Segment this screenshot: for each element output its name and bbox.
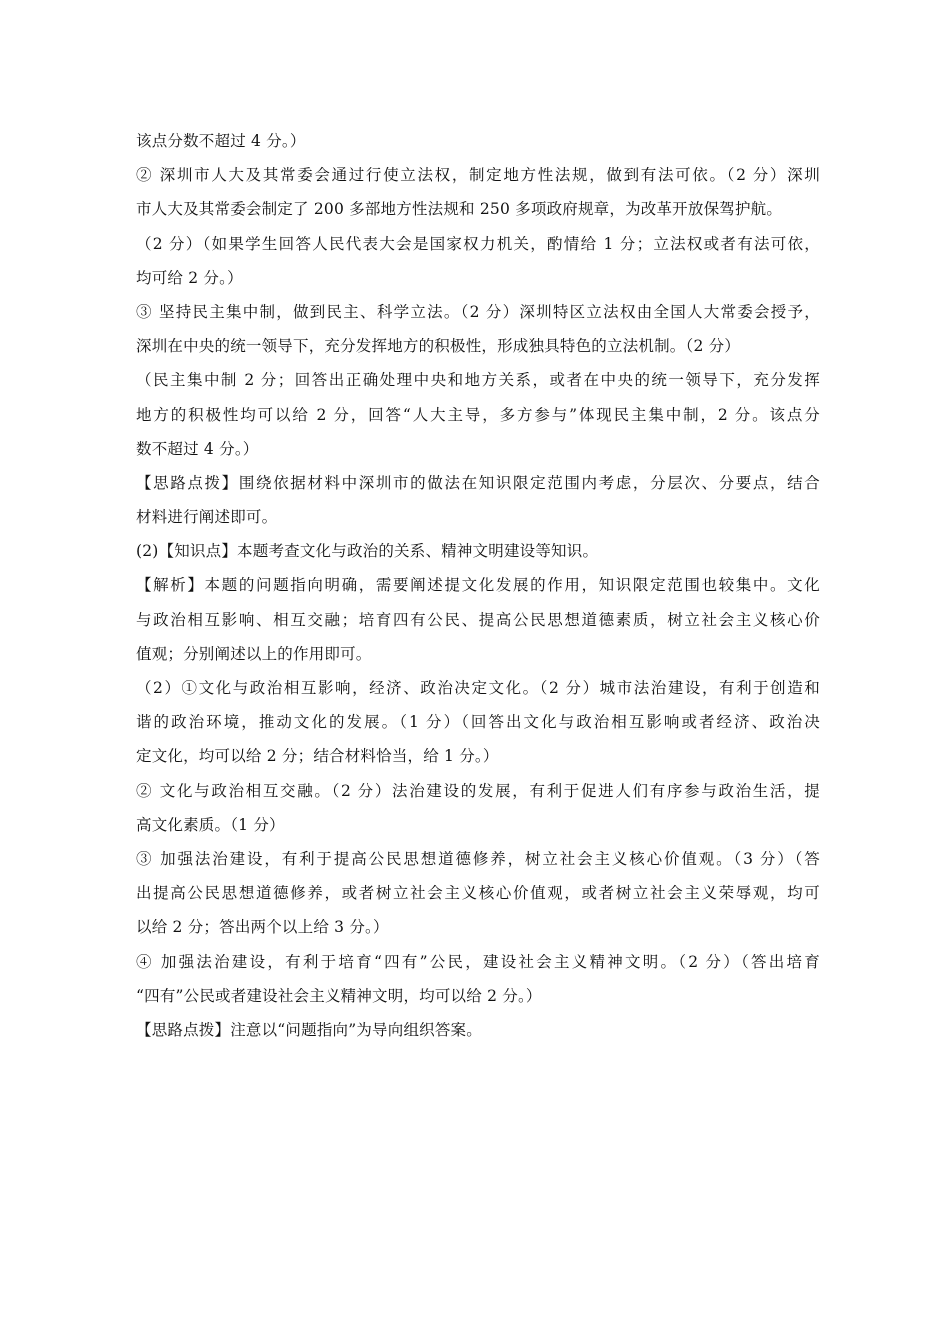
text-line: 出提高公民思想道德修养，或者树立社会主义核心价值观，或者树立社会主义荣辱观，均可 bbox=[136, 884, 820, 903]
text-line: ③ 坚持民主集中制，做到民主、科学立法。（2 分）深圳特区立法权由全国人大常委会授予， bbox=[136, 302, 820, 321]
text-line: （民主集中制 2 分；回答出正确处理中央和地方关系，或者在中央的统一领导下，充分发挥 bbox=[136, 371, 820, 390]
text-line: 市人大及其常委会制定了 200 多部地方性法规和 250 多项政府规章，为改革开放保驾护航。 bbox=[136, 200, 783, 219]
text-line: (2)【知识点】本题考查文化与政治的关系、精神文明建设等知识。 bbox=[136, 542, 599, 561]
text-line: 以给 2 分；答出两个以上给 3 分。） bbox=[136, 918, 389, 937]
text-line: ② 文化与政治相互交融。（2 分）法治建设的发展，有利于促进人们有序参与政治生活，提 bbox=[136, 781, 820, 800]
text-line: 数不超过 4 分。） bbox=[136, 439, 259, 458]
text-line: ④ 加强法治建设，有利于培育“四有”公民，建设社会主义精神文明。（2 分）（答出培育 bbox=[136, 952, 820, 971]
text-line: 材料进行阐述即可。 bbox=[136, 508, 278, 527]
text-line: ② 深圳市人大及其常委会通过行使立法权，制定地方性法规，做到有法可依。（2 分）深圳 bbox=[136, 166, 820, 185]
text-line: 谐的政治环境，推动文化的发展。（1 分）（回答出文化与政治相互影响或者经济、政治决 bbox=[136, 713, 820, 732]
text-line: 【思路点拨】围绕依据材料中深圳市的做法在知识限定范围内考虑，分层次、分要点，结合 bbox=[136, 473, 820, 492]
text-line: 【思路点拨】注意以“问题指向”为导向组织答案。 bbox=[136, 1020, 482, 1039]
text-line: （2）①文化与政治相互影响，经济、政治决定文化。（2 分）城市法治建设，有利于创造和 bbox=[136, 679, 820, 697]
text-line: 均可给 2 分。） bbox=[136, 268, 243, 287]
text-line: （2 分）（如果学生回答人民代表大会是国家权力机关，酌情给 1 分；立法权或者有法可依， bbox=[136, 234, 820, 253]
text-line: “四有”公民或者建设社会主义精神文明，均可以给 2 分。） bbox=[136, 986, 542, 1005]
text-line: 深圳在中央的统一领导下，充分发挥地方的积极性，形成独具特色的立法机制。（2 分） bbox=[136, 337, 741, 356]
text-line: 定文化，均可以给 2 分；结合材料恰当，给 1 分。） bbox=[136, 747, 499, 766]
text-line: 值观；分别阐述以上的作用即可。 bbox=[136, 644, 372, 663]
text-line: 【解析】本题的问题指向明确，需要阐述提文化发展的作用，知识限定范围也较集中。文化 bbox=[136, 576, 820, 595]
text-line: 高文化素质。（1 分） bbox=[136, 815, 285, 834]
text-line: ③ 加强法治建设，有利于提高公民思想道德修养，树立社会主义核心价值观。（3 分）（答 bbox=[136, 849, 820, 868]
text-line: 与政治相互影响、相互交融；培育四有公民、提高公民思想道德素质，树立社会主义核心价 bbox=[136, 610, 820, 629]
answer-text-body bbox=[136, 124, 820, 1047]
text-line: 该点分数不超过 4 分。） bbox=[136, 132, 306, 150]
text-line: 地方的积极性均可以给 2 分，回答“人大主导，多方参与”体现民主集中制，2 分。该点分 bbox=[136, 405, 820, 424]
